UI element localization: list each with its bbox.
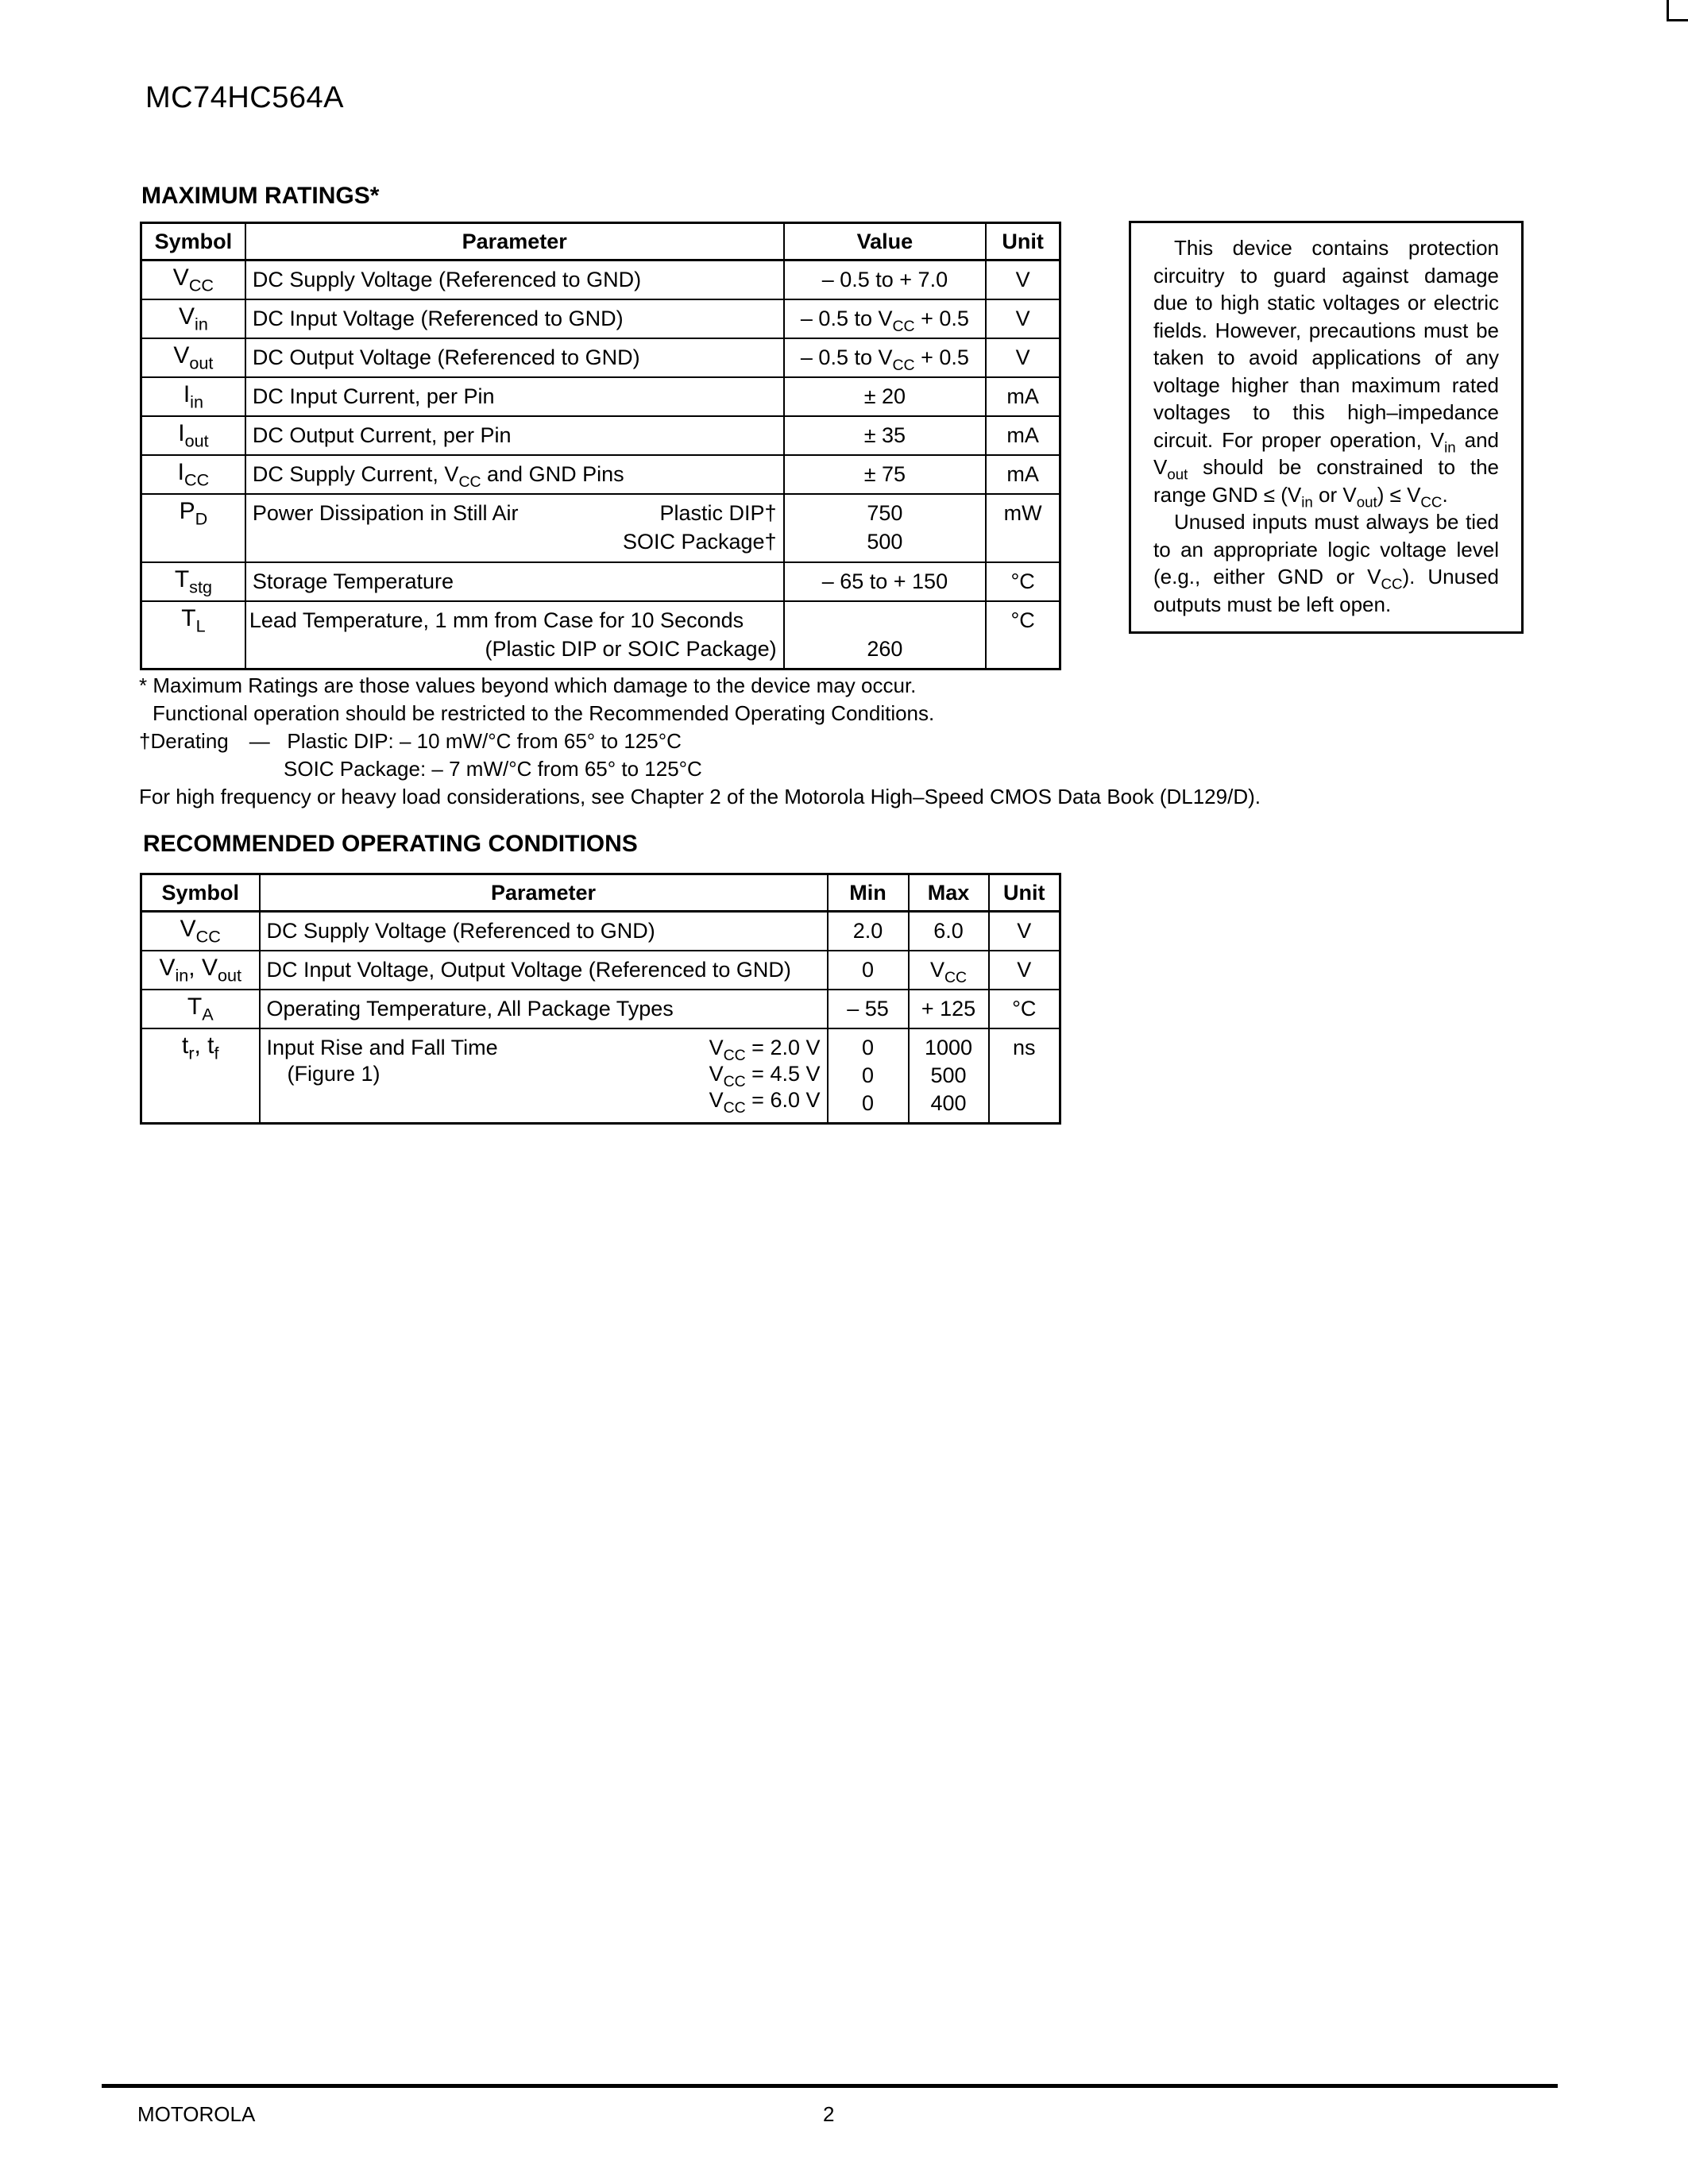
table-row <box>141 1028 1060 1124</box>
header-unit: Unit <box>989 874 1060 912</box>
header-value: Value <box>784 223 987 260</box>
unit-cell: °C <box>986 601 1060 669</box>
parameter-cell: DC Supply Voltage (Referenced to GND) <box>245 260 784 299</box>
max-cell: 6.0 <box>909 912 989 951</box>
unit-cell: °C <box>989 990 1060 1028</box>
symbol-cell: $I_{out}$ <box>141 416 245 455</box>
value-cell: ± 75 <box>784 455 987 494</box>
value-cell: – 65 to + 150 <box>784 562 987 601</box>
table-row <box>141 260 1060 299</box>
unit-cell: °C <box>986 562 1060 601</box>
unit-cell: V <box>986 260 1060 299</box>
table-row <box>141 299 1060 338</box>
unit-cell: V <box>989 912 1060 951</box>
page-number: 2 <box>823 2102 835 2126</box>
table-row <box>141 912 1060 951</box>
unit-cell: mW <box>986 494 1060 562</box>
page-corner-mark <box>1667 0 1688 21</box>
header-unit: Unit <box>986 223 1060 260</box>
symbol-cell: $I_{in}$ <box>141 377 245 416</box>
maximum-ratings-table <box>140 222 1061 670</box>
min-cell: 0 0 0 <box>828 1028 909 1124</box>
parameter-cell: Operating Temperature, All Package Types <box>260 990 828 1028</box>
footer-divider <box>102 2084 1558 2088</box>
footnote-derating: †Derating — Plastic DIP: – 10 mW/°C from 65° to 125°C <box>139 729 682 753</box>
min-cell: 0 <box>828 951 909 990</box>
vcc-condition: $V_{CC} = 6.0$ V <box>709 1087 821 1117</box>
maximum-ratings-footnotes <box>139 672 1261 811</box>
table-row <box>141 338 1060 377</box>
symbol-cell: $I_{CC}$ <box>141 455 245 494</box>
symbol-cell: $P_D$ <box>141 494 245 562</box>
value-cell: – 0.5 to $V_{CC} + 0.5$ <box>784 338 987 377</box>
table-row <box>141 494 1060 562</box>
unit-cell: mA <box>986 455 1060 494</box>
unit-cell: mA <box>986 416 1060 455</box>
symbol-cell: $V_{in}$, $V_{out}$ <box>141 951 260 990</box>
parameter-cell: DC Input Voltage (Referenced to GND) <box>245 299 784 338</box>
unit-cell: mA <box>986 377 1060 416</box>
table-row <box>141 416 1060 455</box>
header-symbol: Symbol <box>141 874 260 912</box>
esd-protection-notice <box>1129 221 1524 634</box>
footnote-functional-operation: Functional operation should be restricted to the Recommended Operating Conditions. <box>153 701 935 725</box>
footnote-derating-soic: SOIC Package: – 7 mW/°C from 65° to 125°C <box>284 757 702 781</box>
table-row <box>141 990 1060 1028</box>
value-cell: ± 20 <box>784 377 987 416</box>
unit-cell: V <box>989 951 1060 990</box>
symbol-cell: $V_{CC}$ <box>141 912 260 951</box>
value-cell: – 0.5 to $V_{CC} + 0.5$ <box>784 299 987 338</box>
footer-brand: MOTOROLA <box>137 2102 256 2126</box>
symbol-cell: $V_{CC}$ <box>141 260 245 299</box>
recommended-operating-conditions-table <box>140 873 1061 1125</box>
header-parameter: Parameter <box>245 223 784 260</box>
header-max: Max <box>909 874 989 912</box>
notice-paragraph-protection: This device contains protection circuitry to guard against damage due to high static voltages or electric fields. However, precautions must be taken to avoid applications of any voltage higher than maximum rated voltages to this high–impedance circuit. For proper operation, $V_{in}$ and $V_{out}$ should be constrained to the range GND ≤ ($V_{in}$ or $V_{out}) \le V_{CC}$. <box>1153 236 1499 511</box>
parameter-cell: DC Input Voltage, Output Voltage (Referenced to GND) <box>260 951 828 990</box>
table-header-row <box>141 223 1060 260</box>
unit-cell: V <box>986 338 1060 377</box>
parameter-cell: Power Dissipation in Still Air Plastic DIP† SOIC Package† <box>245 494 784 562</box>
header-min: Min <box>828 874 909 912</box>
parameter-cell: DC Output Current, per Pin <box>245 416 784 455</box>
symbol-cell: $V_{in}$ <box>141 299 245 338</box>
parameter-cell: DC Input Current, per Pin <box>245 377 784 416</box>
unit-cell: ns <box>989 1028 1060 1124</box>
parameter-cell: DC Output Voltage (Referenced to GND) <box>245 338 784 377</box>
part-number-header: MC74HC564A <box>145 81 344 114</box>
symbol-cell: $t_r$, $t_f$ <box>141 1028 260 1124</box>
recommended-operating-conditions-title: RECOMMENDED OPERATING CONDITIONS <box>143 831 638 857</box>
package-dip-label: Plastic DIP† <box>659 500 777 525</box>
unit-cell: V <box>986 299 1060 338</box>
vcc-condition: $V_{CC} = 2.0$ V <box>709 1035 821 1064</box>
max-cell: 1000 500 400 <box>909 1028 989 1124</box>
max-cell: + 125 <box>909 990 989 1028</box>
symbol-cell: $T_A$ <box>141 990 260 1028</box>
table-row <box>141 951 1060 990</box>
value-cell: 260 <box>784 601 987 669</box>
symbol-cell: $T_{stg}$ <box>141 562 245 601</box>
table-row <box>141 601 1060 669</box>
header-parameter: Parameter <box>260 874 828 912</box>
parameter-cell: DC Supply Current, $V_{CC}$ and GND Pins <box>245 455 784 494</box>
max-cell: $V_{CC}$ <box>909 951 989 990</box>
table-row <box>141 455 1060 494</box>
footnote-high-frequency: For high frequency or heavy load considerations, see Chapter 2 of the Motorola High–Speed CMOS Data Book (DL129/D). <box>139 785 1261 808</box>
symbol-cell: $V_{out}$ <box>141 338 245 377</box>
value-cell: 750 500 <box>784 494 987 562</box>
footnote-max-ratings: * Maximum Ratings are those values beyond which damage to the device may occur. <box>139 673 917 697</box>
parameter-cell: Lead Temperature, 1 mm from Case for 10 Seconds (Plastic DIP or SOIC Package) <box>245 601 784 669</box>
value-cell: ± 35 <box>784 416 987 455</box>
symbol-cell: $T_L$ <box>141 601 245 669</box>
maximum-ratings-title: MAXIMUM RATINGS* <box>141 183 380 209</box>
value-cell: – 0.5 to + 7.0 <box>784 260 987 299</box>
table-header-row <box>141 874 1060 912</box>
table-row <box>141 377 1060 416</box>
parameter-cell: Storage Temperature <box>245 562 784 601</box>
min-cell: 2.0 <box>828 912 909 951</box>
vcc-condition: $V_{CC} = 4.5$ V <box>709 1061 821 1090</box>
package-soic-label: SOIC Package† <box>622 529 777 554</box>
notice-paragraph-unused: Unused inputs must always be tied to an appropriate logic voltage level (e.g., either GND or $V_{CC}$). Unused outputs must be left open. <box>1153 510 1499 616</box>
parameter-cell: DC Supply Voltage (Referenced to GND) <box>260 912 828 951</box>
parameter-cell: Input Rise and Fall Time $V_{CC} = 2.0$ V (Figure 1) $V_{CC} = 4.5$ V $V_{CC} = 6.0$ V <box>260 1028 828 1124</box>
min-cell: – 55 <box>828 990 909 1028</box>
header-symbol: Symbol <box>141 223 245 260</box>
table-row <box>141 562 1060 601</box>
